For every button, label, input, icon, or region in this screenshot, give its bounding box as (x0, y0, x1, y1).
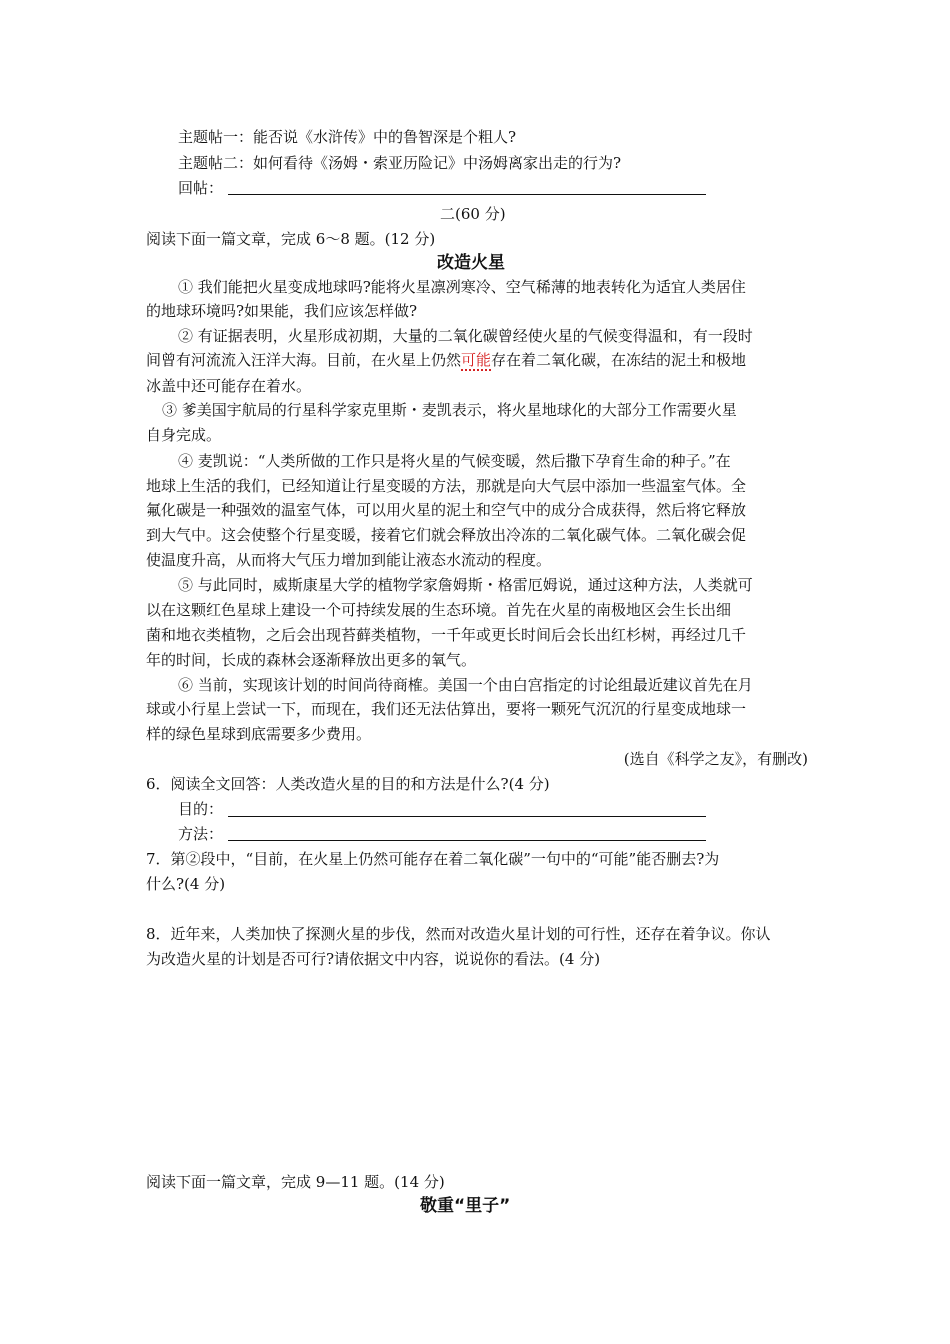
question-8-line-2: 为改造火星的计划是否可行?请依据文中内容，说说你的看法。(4 分) (146, 950, 601, 968)
p4-line-4: 到大气中。这会使整个行星变暖，接着它们就会释放出冷冻的二氧化碳气体。二氧化碳会促 (146, 526, 747, 544)
question-6: 6．阅读全文回答：人类改造火星的目的和方法是什么?(4 分) (146, 775, 550, 793)
section-2-header: 二(60 分) (440, 205, 506, 223)
p6-line-3: 样的绿色星球到底需要多少费用。 (146, 725, 372, 743)
p6-line-1: ⑥ 当前，实现该计划的时间尚待商榷。美国一个由白宫指定的讨论组最近建议首先在月 (178, 676, 753, 694)
p4-line-3: 氟化碳是一种强效的温室气体，可以用火星的泥土和空气中的成分合成获得，然后将它释放 (146, 501, 747, 519)
reply-label: 回帖： (178, 179, 224, 197)
p2-highlight-keneng: 可能 (461, 351, 492, 369)
p2-line-2 (146, 350, 746, 370)
p3-line-2: 自身完成。 (146, 426, 222, 444)
q6-purpose-answer-line (228, 816, 706, 817)
reading-2-instruction: 阅读下面一篇文章，完成 9—11 题。(14 分) (146, 1173, 445, 1191)
reading-1-title: 改造火星 (437, 253, 505, 273)
p1-line-2: 的地球环境吗?如果能，我们应该怎样做? (146, 302, 418, 320)
reading-2-title: 敬重“里子” (420, 1196, 511, 1216)
p4-line-1: ④ 麦凯说：“人类所做的工作只是将火星的气候变暖，然后撒下孕育生命的种子。”在 (178, 452, 731, 470)
question-7-line-2: 什么?(4 分) (146, 875, 226, 893)
p1-line-1: ① 我们能把火星变成地球吗?能将火星凛冽寒冷、空气稀薄的地表转化为适宜人类居住 (178, 278, 746, 296)
p5-line-3: 菌和地衣类植物，之后会出现苔藓类植物，一千年或更长时间后会长出红杉树，再经过几千 (146, 626, 747, 644)
topic-1: 主题帖一：能否说《水浒传》中的鲁智深是个粗人? (178, 128, 517, 146)
p2-line-2-after: 存在着二氧化碳，在冻结的泥土和极地 (491, 351, 747, 369)
question-8-line-1: 8．近年来，人类加快了探测火星的步伐，然而对改造火星计划的可行性，还存在着争议。你认 (146, 925, 771, 943)
p6-line-2: 球或小行星上尝试一下，而现在，我们还无法估算出，要将一颗死气沉沉的行星变成地球一 (146, 700, 747, 718)
p5-line-4: 年的时间，长成的森林会逐渐释放出更多的氧气。 (146, 651, 477, 669)
topic-2: 主题帖二：如何看待《汤姆・索亚历险记》中汤姆离家出走的行为? (178, 154, 622, 172)
reading-1-instruction: 阅读下面一篇文章，完成 6～8 题。(12 分) (146, 230, 436, 248)
q6-method-answer-line (228, 840, 706, 841)
p4-line-2: 地球上生活的我们，已经知道让行星变暖的方法，那就是向大气层中添加一些温室气体。全 (146, 477, 747, 495)
p5-line-2: 以在这颗红色星球上建设一个可持续发展的生态环境。首先在火星的南极地区会生长出细 (146, 601, 732, 619)
question-7-line-1: 7．第②段中，“目前，在火星上仍然可能存在着二氧化碳”一句中的“可能”能否删去?为 (146, 850, 720, 868)
p2-line-3: 冰盖中还可能存在着水。 (146, 377, 312, 395)
q6-method-label: 方法： (178, 825, 224, 843)
q6-purpose-label: 目的： (178, 800, 224, 818)
p2-line-1: ② 有证据表明，火星形成初期，大量的二氧化碳曾经使火星的气候变得温和，有一段时 (178, 327, 753, 345)
p3-line-1: ③ 爹美国宇航局的行星科学家克里斯・麦凯表示，将火星地球化的大部分工作需要火星 (162, 401, 737, 419)
p5-line-1: ⑤ 与此同时，威斯康星大学的植物学家詹姆斯・格雷厄姆说，通过这种方法，人类就可 (178, 576, 753, 594)
reading-1-source: (选自《科学之友》，有删改) (623, 750, 808, 768)
p4-line-5: 使温度升高，从而将大气压力增加到能让液态水流动的程度。 (146, 551, 552, 569)
p2-line-2-before: 间曾有河流流入汪洋大海。目前，在火星上仍然 (146, 351, 462, 369)
reply-answer-line (228, 194, 706, 195)
